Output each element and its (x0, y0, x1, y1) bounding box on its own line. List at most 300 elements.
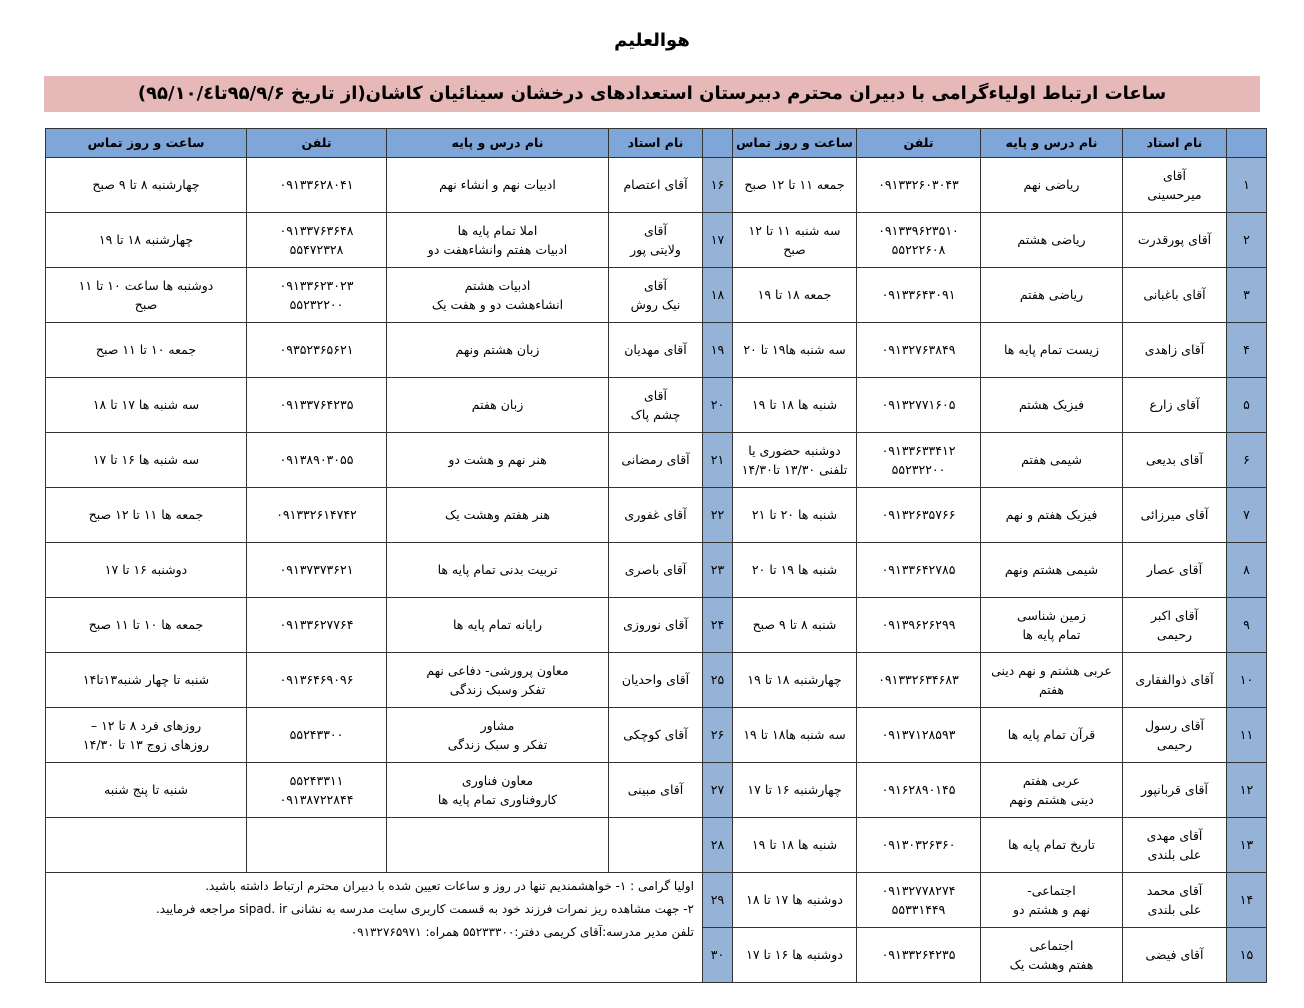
phone-number (857, 763, 981, 818)
subject-grade-2 (387, 158, 609, 213)
phone-number (857, 818, 981, 873)
phone-number-line: ۰۹۱۳۳۶۴۳۰۹۱ (881, 287, 956, 303)
row-number-2: ۲۵ (703, 653, 733, 708)
contact-time-2 (46, 378, 247, 433)
row-number-2: ۲۸ (703, 818, 733, 873)
teacher-name-line: آقای محمد (1146, 882, 1203, 898)
teacher-name-2 (609, 598, 703, 653)
row-number: ۵ (1227, 378, 1267, 433)
subject-grade-line: فیزیک هشتم (1018, 397, 1085, 413)
teacher-name-line: آقای زارع (1149, 397, 1200, 413)
subject-grade-2 (387, 433, 609, 488)
table-row (46, 158, 1267, 213)
subject-grade (981, 708, 1123, 763)
teacher-name (1123, 268, 1227, 323)
teacher-name (1123, 818, 1227, 873)
contact-time-2-line: شنبه تا چهار شنبه۱۳تا۱۴ (82, 672, 210, 688)
row-number-2: ۲۴ (703, 598, 733, 653)
phone-number-2-line: ۰۹۱۳۳۶۲۷۷۶۴ (279, 617, 354, 633)
subject-grade-line: شیمی هفتم (1021, 452, 1082, 468)
phone-number (857, 158, 981, 213)
teacher-name-line: آقای عصار (1146, 562, 1203, 578)
subject-grade-2-line: ادبیات نهم و انشاء نهم (439, 177, 556, 193)
phone-number-2 (247, 378, 387, 433)
schedule-title-banner: ساعات ارتباط اولیاءگرامی با دبیران محترم دبیرستان استعدادهای درخشان سینائیان کاشان(از تاریخ ۹۵/۹/۶تا۹۵/۱۰/٤) (44, 76, 1260, 112)
subject-grade-2-line: مشاور (480, 717, 515, 733)
contact-time-line: چهارشنبه ۱۸ تا ۱۹ (747, 672, 842, 688)
subject-grade-line: زمین شناسی (1017, 607, 1086, 623)
phone-number (857, 268, 981, 323)
phone-number-2-line: ۵۵۴۷۲۳۲۸ (289, 242, 344, 257)
subject-grade-2-line: هنر هفتم وهشت یک (445, 507, 550, 523)
row-number-2: ۲۲ (703, 488, 733, 543)
teacher-name-2 (609, 323, 703, 378)
table-row (46, 488, 1267, 543)
subject-grade-2-line: تفکر وسبک زندگی (449, 682, 546, 697)
teacher-name-2 (609, 213, 703, 268)
header-number-2 (703, 129, 733, 158)
contact-time-2-line: صبح (134, 297, 158, 312)
phone-number-2 (247, 323, 387, 378)
phone-number (857, 488, 981, 543)
row-number: ۱۳ (1227, 818, 1267, 873)
subject-grade-2 (387, 323, 609, 378)
row-number: ۳ (1227, 268, 1267, 323)
subject-grade-line: ریاضی هشتم (1017, 232, 1086, 248)
notice-line3: تلفن مدیر مدرسه:آقای کریمی دفتر:۵۵۲۳۳۳۰۰ همراه: ۰۹۱۳۲۷۶۵۹۷۱ (350, 924, 694, 939)
contact-time (733, 708, 857, 763)
phone-number-line: ۰۹۱۳۹۶۲۶۲۹۹ (881, 617, 956, 633)
teacher-name-2-line: آقای (643, 277, 668, 293)
teacher-name (1123, 323, 1227, 378)
row-number-2: ۱۹ (703, 323, 733, 378)
row-number: ۱۲ (1227, 763, 1267, 818)
row-number: ۶ (1227, 433, 1267, 488)
teacher-name-2-line: آقای رمضانی (621, 452, 690, 468)
contact-time (733, 873, 857, 928)
table-row (46, 213, 1267, 268)
contact-time-2-line: جمعه ها ۱۱ تا ۱۲ صبح (88, 507, 204, 523)
contact-time (733, 378, 857, 433)
contact-time-2-line: شنبه تا پنج شنبه (104, 782, 188, 798)
subject-grade (981, 653, 1123, 708)
phone-number-2 (247, 598, 387, 653)
row-number-2: ۱۸ (703, 268, 733, 323)
subject-grade-2 (387, 378, 609, 433)
row-number: ۸ (1227, 543, 1267, 598)
table-row (46, 818, 1267, 873)
phone-number-2-line: ۰۹۱۳۷۳۷۳۶۲۱ (279, 562, 354, 578)
contact-time-line: شنبه ها ۱۸ تا ۱۹ (751, 837, 838, 853)
contact-time (733, 543, 857, 598)
subject-grade (981, 543, 1123, 598)
row-number-2: ۲۳ (703, 543, 733, 598)
teacher-name-2 (609, 158, 703, 213)
subject-grade-2-line: ادبیات هشتم (464, 277, 531, 293)
contact-time-2 (46, 488, 247, 543)
teacher-name-2 (609, 378, 703, 433)
subject-grade-2-line: رایانه تمام پایه ها (452, 617, 543, 633)
contact-time (733, 598, 857, 653)
subject-grade-2 (387, 213, 609, 268)
contact-time-2 (46, 323, 247, 378)
contact-time-line: شنبه ۸ تا ۹ صبح (752, 617, 837, 633)
phone-number-2-line: ۵۵۲۴۳۳۰۰ (289, 727, 344, 743)
phone-number-2 (247, 763, 387, 818)
table-row (46, 708, 1267, 763)
subject-grade-line: دینی هشتم ونهم (1009, 792, 1094, 807)
subject-grade-2-line: کاروفناوری تمام پایه ها (437, 792, 558, 807)
contact-time-2-line: دوشنبه ۱۶ تا ۱۷ (104, 562, 188, 578)
subject-grade (981, 433, 1123, 488)
table-row (46, 433, 1267, 488)
page-heading: هوالعلیم (614, 30, 690, 51)
teacher-name-line: آقای رسول (1144, 717, 1205, 733)
teacher-name-2-line: آقای نوروزی (623, 617, 688, 633)
teacher-name-2 (609, 763, 703, 818)
phone-number-line: ۰۹۱۳۷۱۲۸۵۹۳ (881, 727, 956, 743)
subject-grade-line: نهم و هشتم دو (1013, 902, 1090, 917)
contact-time-line: سه شنبه ها۱۸ تا ۱۹ (743, 727, 846, 743)
subject-grade (981, 323, 1123, 378)
contact-time-line: شنبه ها ۱۸ تا ۱۹ (751, 397, 838, 413)
subject-grade-2 (387, 268, 609, 323)
contact-hours-table (45, 128, 1267, 983)
subject-grade (981, 268, 1123, 323)
table-row (46, 873, 1267, 928)
contact-time-2-line: سه شنبه ها ۱۷ تا ۱۸ (92, 397, 200, 413)
subject-grade (981, 763, 1123, 818)
row-number: ۷ (1227, 488, 1267, 543)
phone-number-line: ۵۵۳۳۱۴۴۹ (891, 902, 946, 917)
teacher-name-2-line: ولایتی پور (630, 242, 681, 257)
row-number: ۱۵ (1227, 928, 1267, 983)
teacher-name (1123, 653, 1227, 708)
subject-grade-line: تمام پایه ها (1022, 627, 1081, 642)
phone-number (857, 598, 981, 653)
subject-grade-line: فیزیک هفتم و نهم (1005, 507, 1098, 523)
phone-number-line: ۰۹۱۳۳۲۶۳۴۶۸۳ (878, 672, 959, 688)
teacher-name (1123, 433, 1227, 488)
teacher-name-2 (609, 433, 703, 488)
subject-grade (981, 378, 1123, 433)
contact-time-2-line: روزهای زوج ۱۳ تا ۱۴/۳۰ (82, 737, 210, 752)
contact-time (733, 763, 857, 818)
table-header-row (46, 129, 1267, 158)
contact-time (733, 268, 857, 323)
phone-number-2-line: ۰۹۱۳۳۷۶۴۲۳۵ (279, 397, 354, 413)
teacher-name-line: آقای باغبانی (1143, 287, 1206, 303)
teacher-name-2 (609, 708, 703, 763)
phone-number-2-line: ۰۹۳۵۲۳۶۵۶۲۱ (279, 342, 354, 358)
subject-grade-line: عربی هفتم (1022, 772, 1081, 788)
row-number-2: ۲۰ (703, 378, 733, 433)
subject-grade-2-line: انشاءهشت دو و هفت یک (431, 297, 564, 312)
phone-number-2 (247, 653, 387, 708)
subject-grade-2 (387, 708, 609, 763)
contact-time-line: صبح (783, 242, 806, 257)
contact-time (733, 928, 857, 983)
contact-time-2 (46, 763, 247, 818)
contact-time-2 (46, 213, 247, 268)
subject-grade-2-line: زبان هفتم (471, 397, 524, 413)
subject-grade-line: عربی هشتم و نهم دینی (991, 662, 1112, 678)
phone-number-2 (247, 268, 387, 323)
subject-grade-line: زیست تمام پایه ها (1004, 342, 1099, 358)
phone-number-2 (247, 433, 387, 488)
row-number: ۹ (1227, 598, 1267, 653)
teacher-name (1123, 928, 1227, 983)
teacher-name-line: آقای اکبر (1150, 607, 1199, 623)
parents-notice (46, 873, 703, 983)
row-number: ۱ (1227, 158, 1267, 213)
subject-grade-2-line: زبان هشتم ونهم (455, 342, 540, 358)
contact-time-2 (46, 158, 247, 213)
row-number: ۱۱ (1227, 708, 1267, 763)
phone-number-line: ۰۹۱۳۳۲۶۰۳۰۴۳ (878, 177, 959, 193)
teacher-name-2-line: آقای کوچکی (623, 727, 688, 743)
phone-number-2 (247, 543, 387, 598)
teacher-name-line: آقای پورقدرت (1137, 232, 1212, 248)
phone-number-2 (247, 213, 387, 268)
notice-line2: ۲- جهت مشاهده ریز نمرات فرزند خود به قسمت کاربری سایت مدرسه به نشانی sipad. ir مراجعه فرمایید. (155, 901, 694, 916)
teacher-name (1123, 708, 1227, 763)
contact-time-2 (46, 433, 247, 488)
contact-time (733, 158, 857, 213)
teacher-name-2-line: نیک روش (630, 297, 681, 312)
row-number: ۱۴ (1227, 873, 1267, 928)
phone-number-2 (247, 818, 387, 873)
contact-time-2-line: چهارشنبه ۸ تا ۹ صبح (92, 177, 200, 193)
teacher-name (1123, 488, 1227, 543)
subject-grade-2 (387, 488, 609, 543)
contact-time-line: دوشنبه ها ۱۶ تا ۱۷ (746, 947, 843, 963)
phone-number-2-line: ۰۹۱۳۳۶۲۳۰۲۳ (279, 277, 354, 293)
teacher-name-2-line: آقای (643, 387, 668, 403)
teacher-name-line: رحیمی (1156, 737, 1193, 752)
notice-line1: اولیا گرامی : ۱- خواهشمندیم تنها در روز و ساعات تعیین شده با دبیران محترم ارتباط داشته باشید. (205, 879, 694, 893)
header-phone-2: تلفن (247, 129, 387, 158)
teacher-name-line: آقای مهدی (1146, 827, 1203, 843)
teacher-name-2-line: چشم پاک (630, 407, 681, 422)
subject-grade (981, 928, 1123, 983)
teacher-name-2 (609, 268, 703, 323)
subject-grade (981, 488, 1123, 543)
phone-number-line: ۰۹۱۳۲۷۶۳۸۴۹ (881, 342, 956, 358)
subject-grade (981, 598, 1123, 653)
contact-time-2 (46, 818, 247, 873)
phone-number-2-line: ۵۵۲۴۳۳۱۱ (289, 772, 344, 788)
subject-grade (981, 873, 1123, 928)
phone-number (857, 873, 981, 928)
subject-grade-2-line: معاون فناوری (461, 772, 534, 788)
contact-time-line: دوشنبه ها ۱۷ تا ۱۸ (746, 892, 843, 908)
contact-time (733, 488, 857, 543)
phone-number-line: ۰۹۱۳۳۲۶۴۲۳۵ (881, 947, 956, 963)
subject-grade-2-line: هنر نهم و هشت دو (448, 452, 547, 468)
phone-number (857, 433, 981, 488)
phone-number-line: ۰۹۱۳۳۶۴۲۷۸۵ (881, 562, 956, 578)
phone-number (857, 653, 981, 708)
teacher-name-line: علی بلندی (1147, 847, 1202, 862)
teacher-name (1123, 598, 1227, 653)
teacher-name-2-line: آقای مهدیان (624, 342, 687, 358)
contact-time-line: شنبه ها ۲۰ تا ۲۱ (751, 507, 838, 523)
table-row (46, 763, 1267, 818)
teacher-name-2 (609, 653, 703, 708)
subject-grade-line: شیمی هشتم ونهم (1004, 562, 1099, 578)
phone-number (857, 928, 981, 983)
teacher-name (1123, 378, 1227, 433)
subject-grade-line: تاریخ تمام پایه ها (1008, 837, 1095, 853)
subject-grade-line: اجتماعی (1029, 937, 1074, 953)
phone-number (857, 543, 981, 598)
contact-time-2-line: جمعه ۱۰ تا ۱۱ صبح (95, 342, 197, 358)
phone-number-2-line: ۰۹۱۳۶۴۶۹۰۹۶ (279, 672, 354, 688)
header-subject: نام درس و پایه (981, 129, 1123, 158)
header-teacher-2: نام استاد (609, 129, 703, 158)
phone-number-2-line: ۵۵۲۳۲۲۰۰ (289, 297, 344, 312)
row-number-2: ۲۶ (703, 708, 733, 763)
teacher-name (1123, 763, 1227, 818)
phone-number-line: ۰۹۱۳۳۶۳۳۴۱۲ (881, 442, 956, 458)
subject-grade-2 (387, 818, 609, 873)
teacher-name-2-line: آقای باصری (624, 562, 687, 578)
phone-number-2-line: ۰۹۱۳۳۷۶۳۶۴۸ (279, 222, 354, 238)
teacher-name-2-line: آقای واحدیان (621, 672, 690, 688)
contact-time-line: دوشنبه حضوری یا (748, 442, 841, 458)
contact-time (733, 213, 857, 268)
header-time: ساعت و روز تماس (733, 129, 857, 158)
teacher-name-2-line: آقای (643, 222, 668, 238)
phone-number-line: ۵۵۲۲۲۶۰۸ (891, 242, 946, 257)
teacher-name (1123, 213, 1227, 268)
contact-time-2-line: جمعه ها ۱۰ تا ۱۱ صبح (88, 617, 204, 633)
table-row (46, 598, 1267, 653)
row-number-2: ۲۷ (703, 763, 733, 818)
phone-number (857, 378, 981, 433)
teacher-name-line: رحیمی (1156, 627, 1193, 642)
contact-time (733, 323, 857, 378)
subject-grade (981, 213, 1123, 268)
header-phone: تلفن (857, 129, 981, 158)
teacher-name-line: آقای بدیعی (1146, 452, 1203, 468)
phone-number-2-line: ۰۹۱۳۸۹۰۳۰۵۵ (279, 452, 354, 468)
phone-number-line: ۰۹۱۶۲۸۹۰۱۴۵ (881, 782, 956, 798)
contact-time-2 (46, 598, 247, 653)
teacher-name (1123, 543, 1227, 598)
teacher-name-line: آقای میرزائی (1140, 507, 1209, 523)
phone-number-2-line: ۰۹۱۳۸۷۲۲۸۴۴ (279, 792, 354, 807)
row-number-2: ۳۰ (703, 928, 733, 983)
subject-grade-2-line: املا تمام پایه ها (457, 222, 538, 238)
phone-number-2 (247, 708, 387, 763)
contact-time-line: جمعه ۱۱ تا ۱۲ صبح (744, 177, 845, 193)
contact-time-2-line: چهارشنبه ۱۸ تا ۱۹ (98, 232, 194, 248)
teacher-name-line: آقای (1162, 167, 1187, 183)
table-row (46, 323, 1267, 378)
contact-time (733, 818, 857, 873)
row-number-2: ۲۱ (703, 433, 733, 488)
contact-time-line: سه شنبه ها۱۹ تا ۲۰ (743, 342, 846, 358)
teacher-name (1123, 873, 1227, 928)
subject-grade-2-line: تفکر و سبک زندگی (447, 737, 548, 752)
header-teacher: نام استاد (1123, 129, 1227, 158)
table-row (46, 268, 1267, 323)
phone-number-2-line: ۰۹۱۳۳۶۲۸۰۴۱ (279, 177, 354, 193)
contact-time-2 (46, 268, 247, 323)
teacher-name-line: علی بلندی (1147, 902, 1202, 917)
teacher-name-line: آقای قربانپور (1141, 782, 1208, 798)
teacher-name (1123, 158, 1227, 213)
phone-number-line: ۰۹۱۳۲۷۷۱۶۰۵ (881, 397, 956, 413)
contact-time-2 (46, 543, 247, 598)
teacher-name-line: آقای زاهدی (1144, 342, 1205, 358)
contact-time-2 (46, 708, 247, 763)
phone-number-2 (247, 488, 387, 543)
contact-time-2 (46, 653, 247, 708)
contact-time-line: تلفنی ۱۳/۳۰ تا۱۴/۳۰ (741, 462, 848, 477)
contact-time-2-line: روزهای فرد ۸ تا ۱۲ – (90, 717, 202, 733)
subject-grade-line: ریاضی نهم (1023, 177, 1080, 193)
subject-grade (981, 158, 1123, 213)
contact-time-line: سه شنبه ۱۱ تا ۱۲ (748, 222, 841, 238)
phone-number (857, 708, 981, 763)
row-number-2: ۲۹ (703, 873, 733, 928)
row-number: ۱۰ (1227, 653, 1267, 708)
phone-number-line: ۰۹۱۳۰۳۲۶۳۶۰ (881, 837, 956, 853)
subject-grade-2 (387, 653, 609, 708)
phone-number-line: ۰۹۱۳۲۶۳۵۷۶۶ (881, 507, 956, 523)
subject-grade-line: ریاضی هفتم (1019, 287, 1084, 303)
contact-time-line: شنبه ها ۱۹ تا ۲۰ (751, 562, 838, 578)
teacher-name-2-line: آقای غفوری (624, 507, 687, 523)
header-subject-2: نام درس و پایه (387, 129, 609, 158)
contact-time (733, 653, 857, 708)
row-number-2: ۱۷ (703, 213, 733, 268)
phone-number-line: ۰۹۱۳۲۷۷۸۲۷۴ (881, 882, 956, 898)
teacher-name-2 (609, 543, 703, 598)
phone-number-2-line: ۰۹۱۳۳۲۶۱۴۷۴۲ (276, 507, 357, 523)
teacher-name-2 (609, 818, 703, 873)
subject-grade-line: اجتماعی- (1027, 882, 1076, 898)
table-row (46, 378, 1267, 433)
phone-number (857, 213, 981, 268)
contact-time (733, 433, 857, 488)
teacher-name-2 (609, 488, 703, 543)
subject-grade-2 (387, 543, 609, 598)
row-number-2: ۱۶ (703, 158, 733, 213)
row-number: ۲ (1227, 213, 1267, 268)
subject-grade-2 (387, 763, 609, 818)
phone-number-line: ۵۵۲۳۲۲۰۰ (891, 462, 946, 477)
subject-grade-2 (387, 598, 609, 653)
teacher-name-2-line: آقای اعتصام (623, 177, 688, 193)
teacher-name-line: میرحسینی (1147, 187, 1202, 202)
row-number: ۴ (1227, 323, 1267, 378)
header-number (1227, 129, 1267, 158)
subject-grade-2-line: تربیت بدنی تمام پایه ها (437, 562, 558, 578)
teacher-name-2-line: آقای مبینی (627, 782, 684, 798)
subject-grade-line: هفتم (1038, 682, 1064, 697)
contact-time-line: چهارشنبه ۱۶ تا ۱۷ (747, 782, 842, 798)
subject-grade-2-line: ادبیات هفتم وانشاءهفت دو (427, 242, 568, 257)
phone-number-2 (247, 158, 387, 213)
contact-time-line: جمعه ۱۸ تا ۱۹ (757, 287, 832, 303)
table-row (46, 543, 1267, 598)
header-time-2: ساعت و روز تماس (46, 129, 247, 158)
subject-grade-2-line: معاون پرورشی- دفاعی نهم (426, 662, 569, 678)
